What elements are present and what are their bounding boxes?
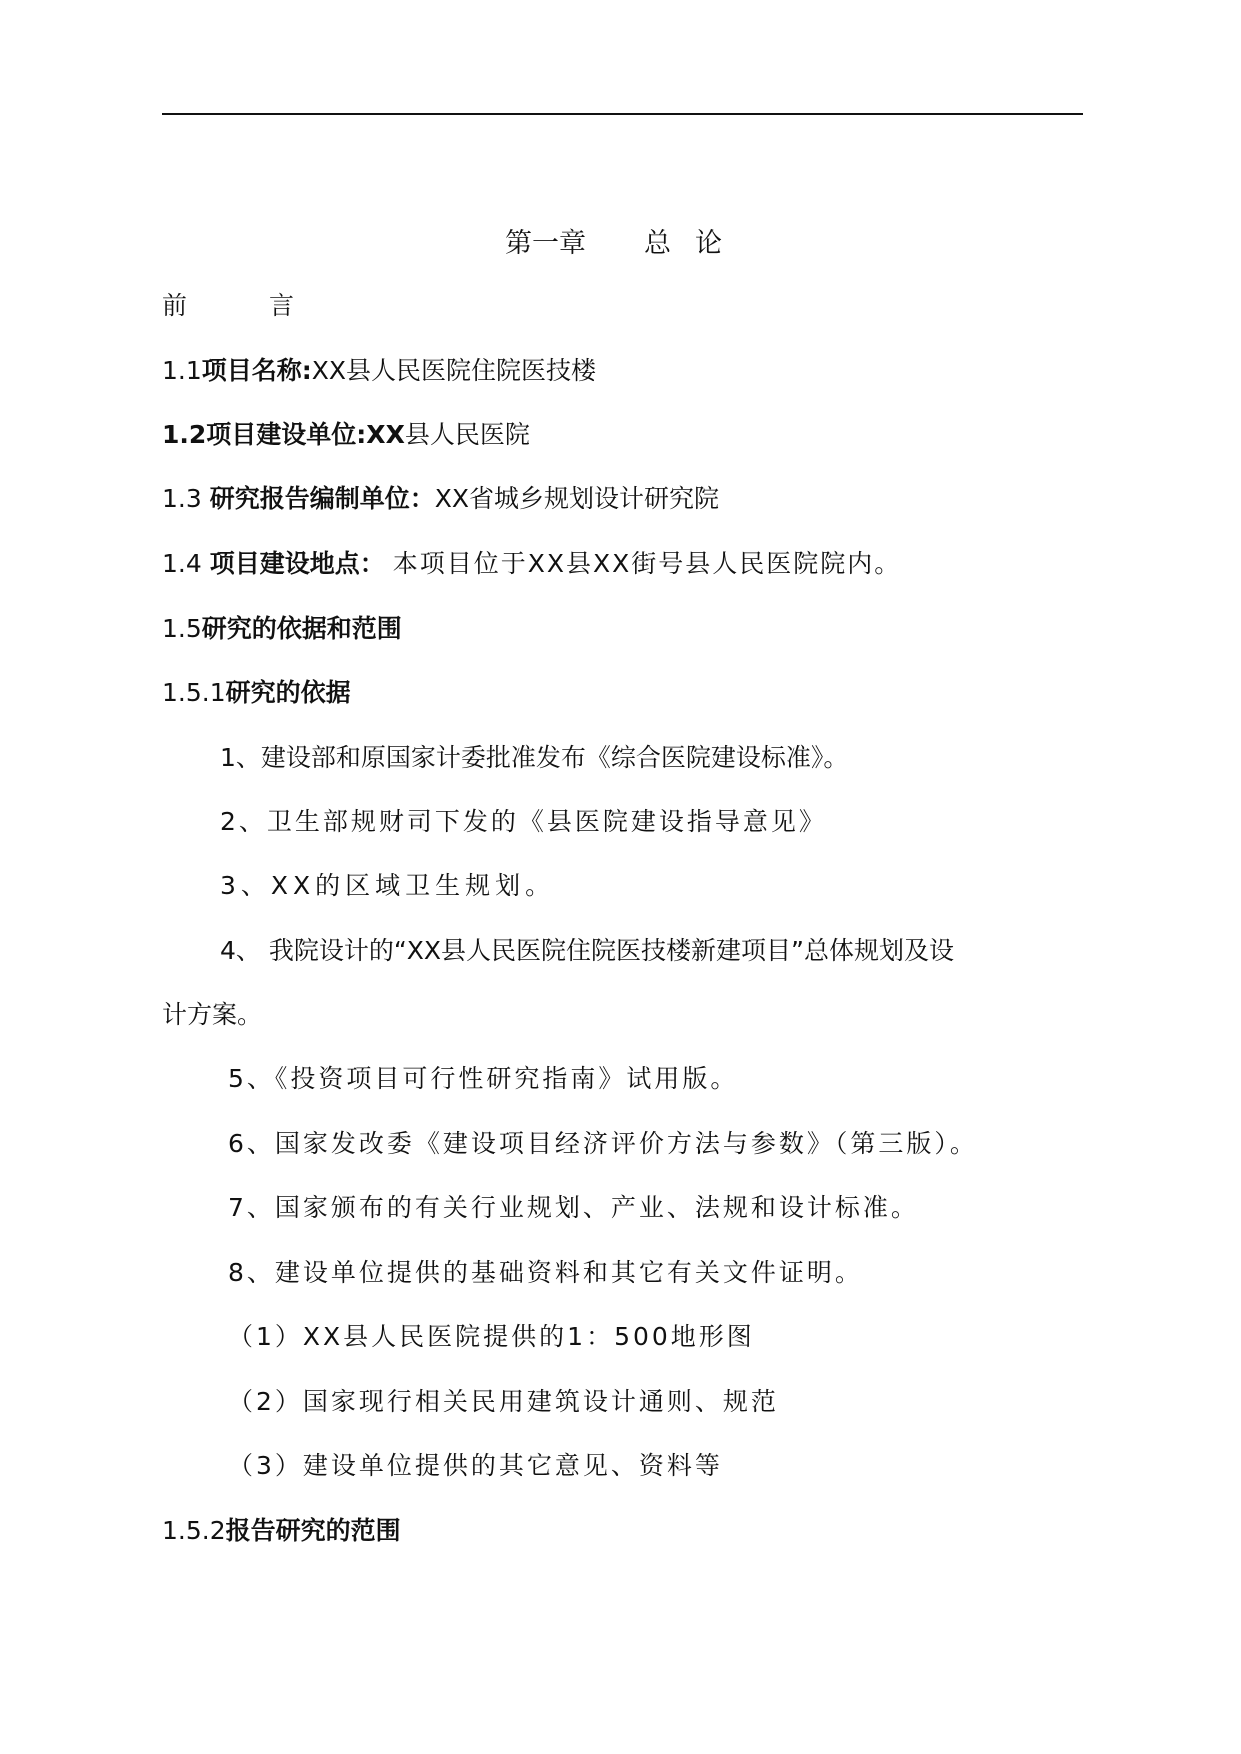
item-number: 1.5.2 xyxy=(162,1516,226,1545)
item-number: 1.5.1 xyxy=(162,678,226,707)
chapter-word-2: 论 xyxy=(695,228,722,259)
item-number: 1.1 xyxy=(162,356,202,385)
item-1-3 xyxy=(162,482,719,516)
basis-item: 计方案。 xyxy=(162,1000,263,1029)
preface-char-1: 前 xyxy=(162,291,188,320)
item-1-5 xyxy=(162,612,402,646)
basis-item: 3、XX的区域卫生规划。 xyxy=(220,871,556,900)
item-label: 项目建设地点： xyxy=(209,549,385,578)
chapter-prefix: 第一章 xyxy=(505,228,586,259)
item-label: 项目建设单位: xyxy=(206,420,367,449)
chapter-word-1: 总 xyxy=(644,228,671,259)
item-1-5-2 xyxy=(162,1514,401,1548)
preface-heading xyxy=(162,289,294,323)
basis-item: （3）建设单位提供的其它意见、资料等 xyxy=(228,1451,723,1480)
item-number: 1.5 xyxy=(162,614,202,643)
item-value-rest: 县人民医院 xyxy=(404,420,530,449)
item-1-1 xyxy=(162,354,596,388)
item-number: 1.3 xyxy=(162,484,202,513)
item-label: 研究的依据和范围 xyxy=(201,614,402,643)
item-number: 1.2 xyxy=(162,420,207,449)
item-number: 1.4 xyxy=(162,549,202,578)
basis-item: 8、建设单位提供的基础资料和其它有关文件证明。 xyxy=(228,1258,863,1287)
basis-item: （2）国家现行相关民用建筑设计通则、规范 xyxy=(228,1387,779,1416)
basis-item: 4、 我院设计的“XX县人民医院住院医技楼新建项目”总体规划及设 xyxy=(220,936,955,965)
preface-char-2: 言 xyxy=(269,291,295,320)
basis-item: （1）XX县人民医院提供的1：500地形图 xyxy=(228,1322,755,1351)
item-label: 报告研究的范围 xyxy=(225,1516,401,1545)
item-1-5-1 xyxy=(162,676,351,710)
item-label: 项目名称: xyxy=(201,356,312,385)
basis-item: 2、卫生部规财司下发的《县医院建设指导意见》 xyxy=(220,807,827,836)
item-value: XX省城乡规划设计研究院 xyxy=(434,484,719,513)
header-rule xyxy=(162,113,1083,115)
basis-item: 1、建设部和原国家计委批准发布《综合医院建设标准》。 xyxy=(220,743,849,772)
item-value: XX xyxy=(366,420,405,449)
chapter-title xyxy=(505,226,722,262)
item-value: XX县人民医院住院医技楼 xyxy=(311,356,597,385)
item-1-4 xyxy=(162,547,901,581)
basis-item: 7、国家颁布的有关行业规划、产业、法规和设计标准。 xyxy=(228,1193,919,1222)
item-label: 研究报告编制单位： xyxy=(209,484,435,513)
basis-item: 5、《投资项目可行性研究指南》试用版。 xyxy=(228,1064,739,1093)
item-label: 研究的依据 xyxy=(225,678,351,707)
item-value: 本项目位于XX县XX街号县人民医院院内。 xyxy=(392,549,902,578)
item-1-2 xyxy=(162,418,530,452)
basis-item: 6、国家发改委《建设项目经济评价方法与参数》（第三版）。 xyxy=(228,1129,978,1158)
